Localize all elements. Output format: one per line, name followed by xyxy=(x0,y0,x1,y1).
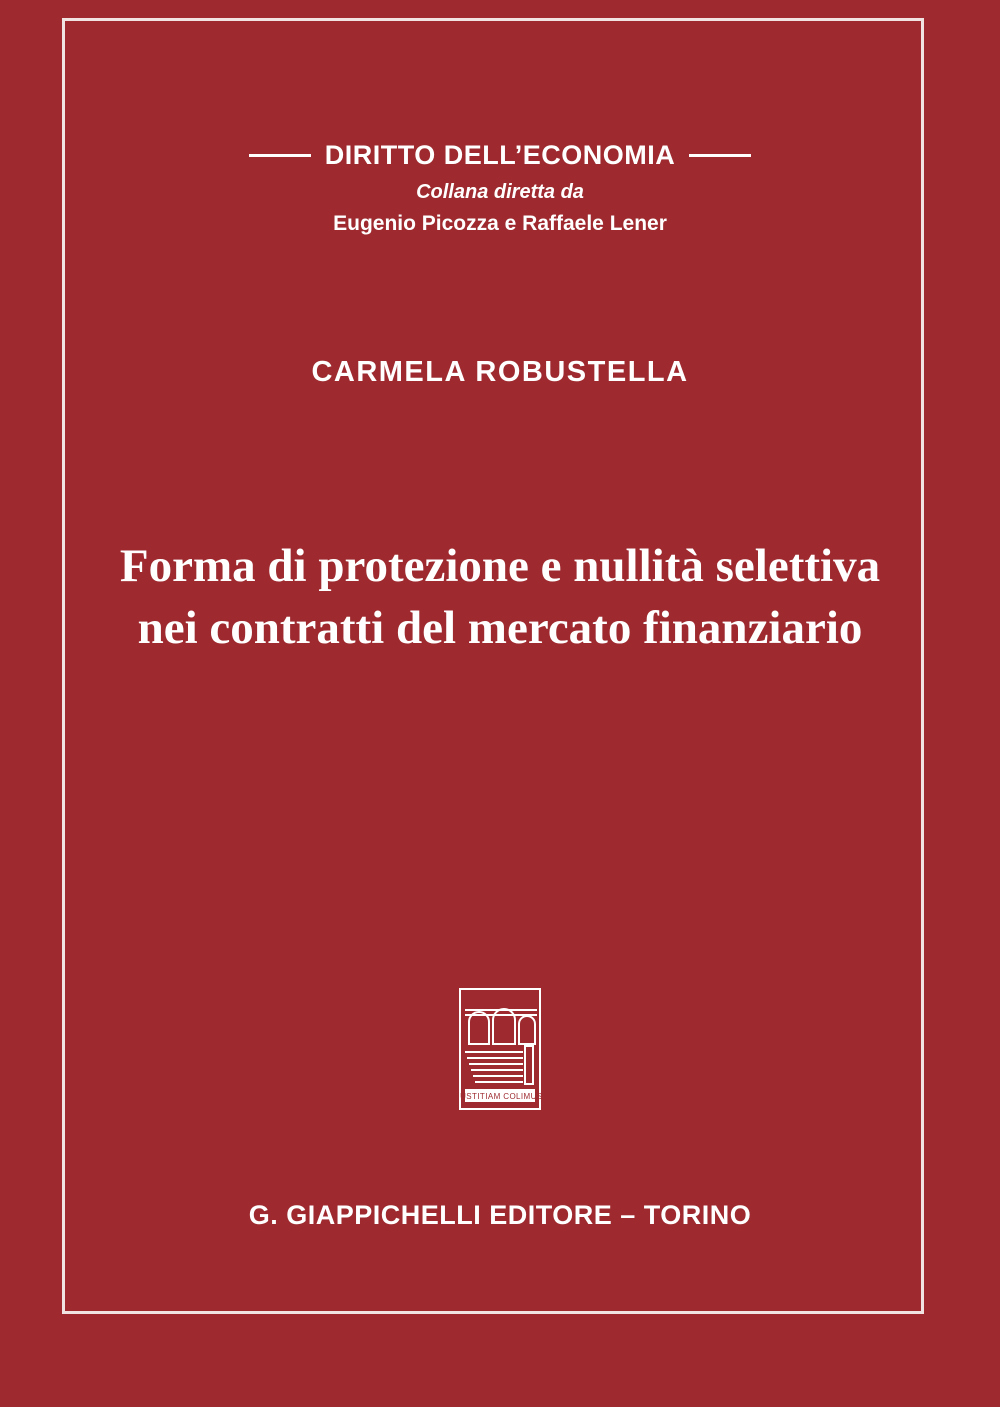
author-name: CARMELA ROBUSTELLA xyxy=(311,356,689,388)
rule-left-icon xyxy=(249,154,311,157)
book-title-line-1: Forma di protezione e nullità selettiva xyxy=(119,540,881,592)
series-subtitle: Collana diretta da xyxy=(416,181,584,203)
series-block xyxy=(0,140,1000,236)
publisher-logo xyxy=(457,986,543,1112)
book-title-line-2: nei contratti del mercato finanziario xyxy=(137,602,863,655)
series-directors: Eugenio Picozza e Raffaele Lener xyxy=(333,212,667,235)
rule-right-icon xyxy=(689,154,751,157)
series-title: DIRITTO DELL’ECONOMIA xyxy=(324,140,676,170)
svg-text:IUSTITIAM COLIMUS: IUSTITIAM COLIMUS xyxy=(457,1092,543,1101)
series-title-row xyxy=(0,140,1000,171)
publisher-name: G. GIAPPICHELLI EDITORE – TORINO xyxy=(248,1200,752,1230)
book-title xyxy=(90,535,910,659)
